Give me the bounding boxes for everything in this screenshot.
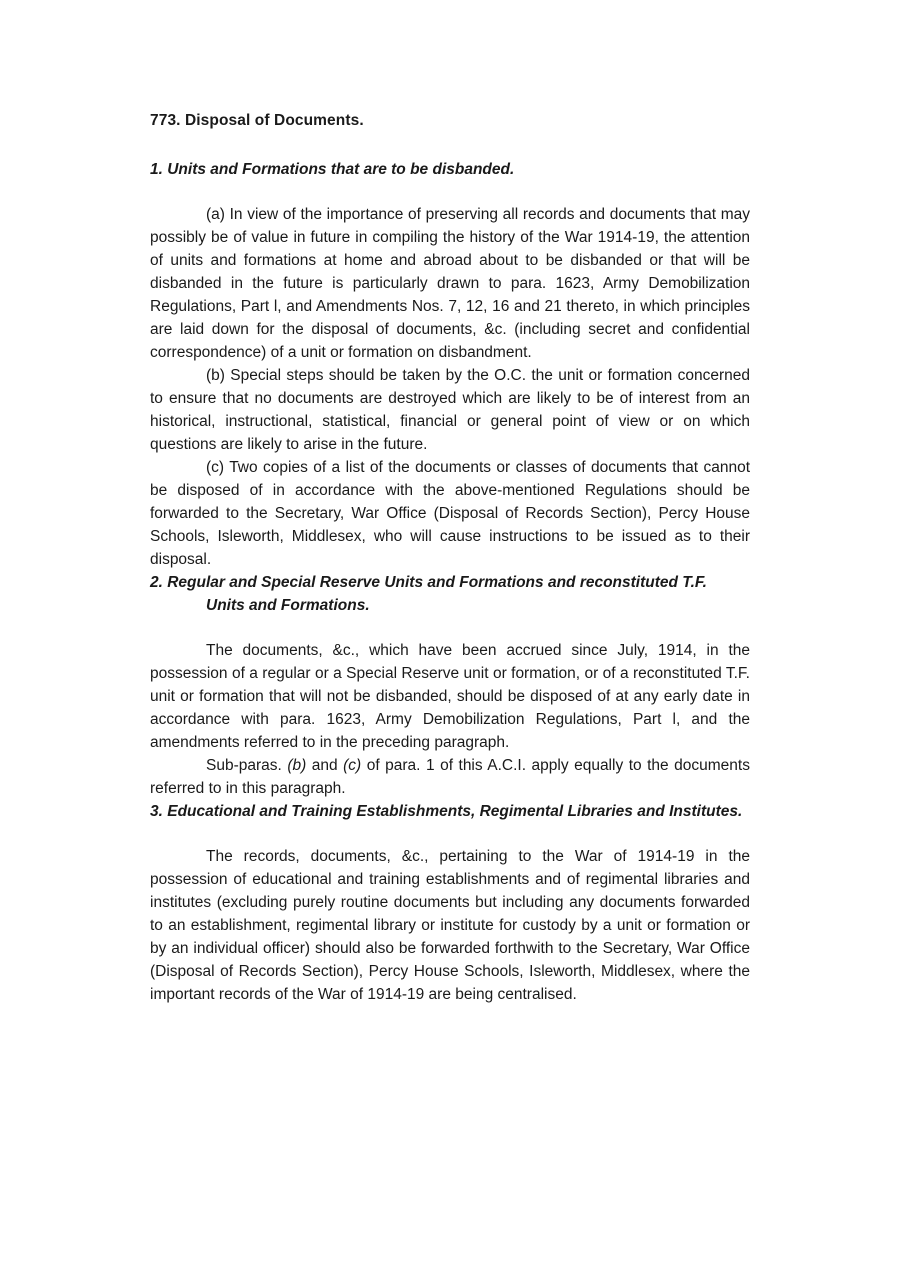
section-3-paragraphs [150, 845, 750, 1006]
subparas-ref-c: (c) [343, 757, 362, 774]
subparas-prefix: Sub-paras. [206, 757, 288, 774]
section-3-heading: 3. Educational and Training Establishments, Regimental Libraries and Institutes. [150, 803, 743, 820]
section-1 [150, 158, 750, 571]
document-body [150, 110, 750, 1006]
paragraph-1a: (a) In view of the importance of preserving all records and documents that may possibly be of value in future in compiling the history of the War 1914-19, the attention of units and formations at home and abroad about to be disbanded or that will be disbanded in the future is particularly drawn to para. 1623, Army Demobilization Regulations, Part l, and Amendments Nos. 7, 12, 16 and 21 thereto, in which principles are laid down for the disposal of documents, &c. (including secret and confidential correspondence) of a unit or formation on disbandment. [150, 206, 750, 361]
paragraph-2-main: The documents, &c., which have been accrued since July, 1914, in the possession of a regular or a Special Reserve unit or formation, or of a reconstituted T.F. unit or formation that will not be disbanded, should be disposed of at any early date in accordance with para. 1623, Army Demobilization Regulations, Part l, and the amendments referred to in the preceding paragraph. [150, 642, 750, 751]
paragraph-1b: (b) Special steps should be taken by the O.C. the unit or formation concerned to ensure that no documents are destroyed which are likely to be of interest from an historical, instructional, statistical, financial or general point of view or on which questions are likely to arise in the future. [150, 367, 750, 453]
section-1-heading: 1. Units and Formations that are to be disbanded. [150, 161, 515, 178]
section-2-paragraphs [150, 639, 750, 800]
section-3 [150, 800, 750, 1006]
subparas-suffix: of para. 1 of this A.C.I. apply equally to the documents referred to in this paragraph. [150, 757, 750, 797]
subparas-conjunction: and [306, 757, 344, 774]
section-2 [150, 571, 750, 800]
section-2-heading: 2. Regular and Special Reserve Units and Formations and reconstituted T.F. Units and Formations. [150, 574, 707, 614]
subparas-ref-b: (b) [287, 757, 307, 774]
paragraph-2-subparas [150, 754, 750, 800]
page-title: 773. Disposal of Documents. [150, 112, 364, 129]
section-1-paragraphs [150, 203, 750, 571]
paragraph-3-main: The records, documents, &c., pertaining to the War of 1914-19 in the possession of educational and training establishments and of regimental libraries and institutes (excluding purely routine documents but including any documents forwarded to an establishment, regimental library or institute for custody by a unit or formation or by an individual officer) should also be forwarded forthwith to the Secretary, War Office (Disposal of Records Section), Percy House Schools, Isleworth, Middlesex, where the important records of the War of 1914-19 are being centralised. [150, 848, 750, 1003]
paragraph-1c: (c) Two copies of a list of the documents or classes of documents that cannot be disposed of in accordance with the above-mentioned Regulations should be forwarded to the Secretary, War Office (Disposal of Records Section), Percy House Schools, Isleworth, Middlesex, who will cause instructions to be issued as to their disposal. [150, 459, 750, 568]
